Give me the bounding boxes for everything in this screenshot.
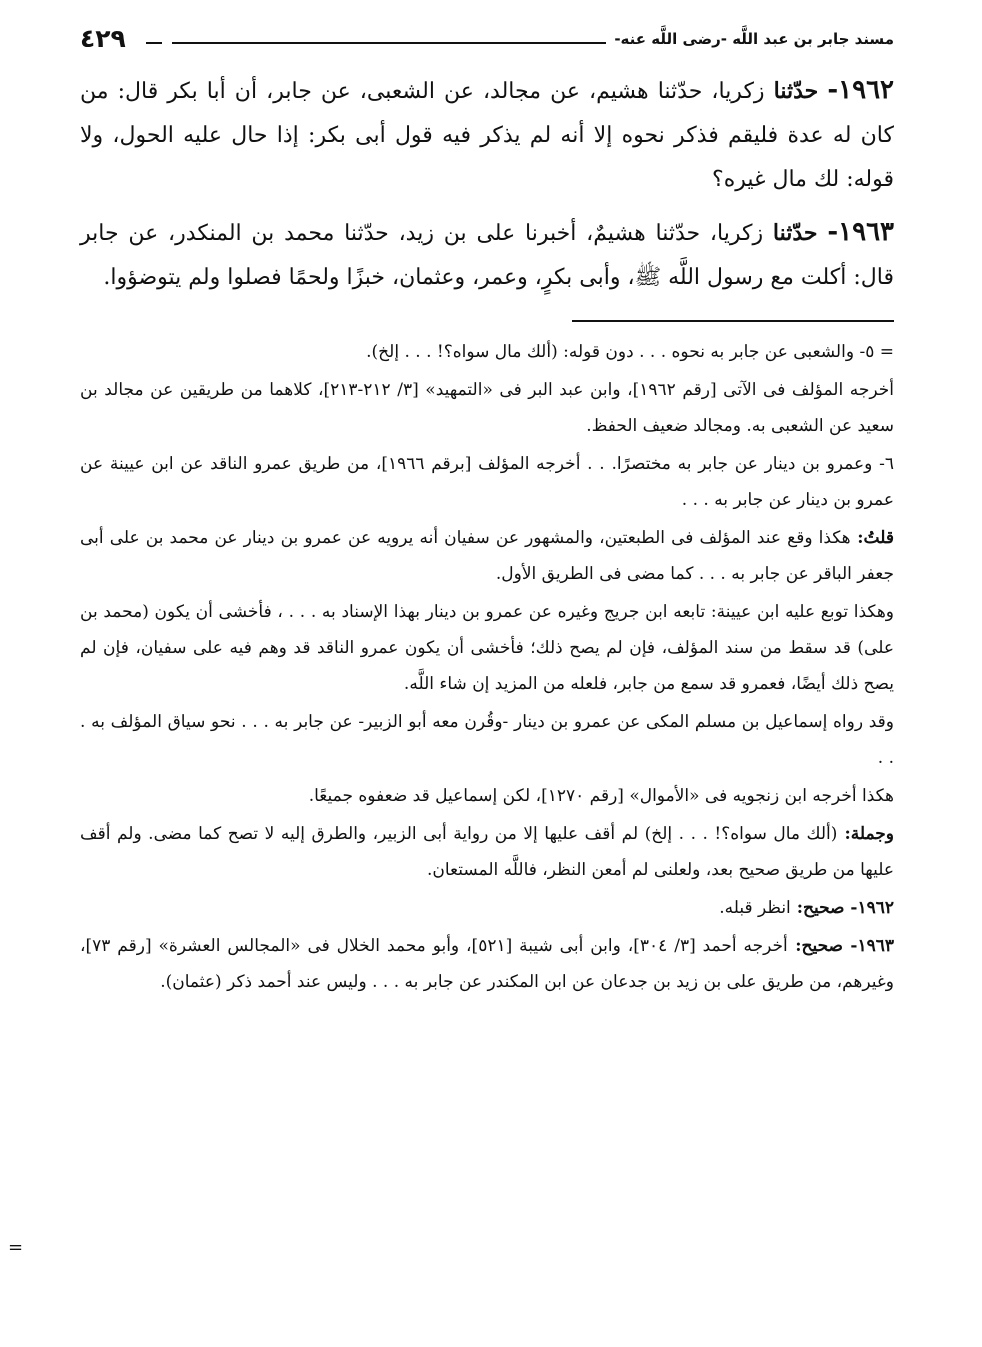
page — [80, 24, 894, 1002]
hadith-number: ١٩٦٣- — [827, 217, 895, 247]
footnote-text: هكذا وقع عند المؤلف فى الطبعتين، والمشهور عن سفيان أنه يرويه عن عمرو بن دينار عن محمد بن على أبى جعفر الباقر عن جابر به . . . كما مضى فى الطريق الأول. — [80, 528, 894, 584]
footnote-text: أخرجه المؤلف فى الآتى [رقم ١٩٦٢]، وابن عبد البر فى «التمهيد» [٣/ ٢١٢-٢١٣]، كلاهما من طريقين عن مجالد بن سعيد عن الشعبى به. ومجالد ضعيف الحفظ. — [80, 380, 894, 436]
hadith-1962 — [80, 68, 894, 202]
footnote-text: وعمرو بن دينار عن جابر به مختصرًا. . . أخرجه المؤلف [برقم ١٩٦٦]، من طريق عمرو الناقد عن ابن عيينة عن عمرو بن دينار عن جابر به . . . — [80, 454, 894, 510]
continuation-mark: = — [8, 1237, 24, 1258]
page-number: ٤٢٩ — [80, 24, 126, 53]
footnotes — [80, 334, 894, 1000]
hadith-number: ١٩٦٢- — [827, 75, 894, 105]
footnote-prefix: وجملة: — [837, 824, 895, 844]
footnote-text: (ألك مال سواه؟! . . . إلخ) لم أقف عليها إلا من رواية أبى الزبير، والطرق إليه لا تصح كما مضى. ولم أقف عليها من طريق صحيح بعد، ولعلنى لم أمعن النظر، فاللَّه المستعان. — [80, 824, 894, 880]
hadith-lead: حدّثنا — [773, 78, 819, 104]
footnote-prefix: ١٩٦٢- صحيح: — [790, 898, 894, 918]
footnote-text: انظر قبله. — [719, 898, 791, 918]
footnote-item — [80, 446, 894, 518]
footnote-prefix: = ٥- — [854, 342, 894, 362]
footnote-item — [80, 928, 894, 1000]
footnote-item — [80, 334, 894, 370]
footnote-item — [80, 816, 894, 888]
footnote-text: هكذا أخرجه ابن زنجويه فى «الأموال» [رقم ١٢٧٠]، لكن إسماعيل قد ضعفوه جميعًا. — [308, 786, 894, 806]
header-dash — [146, 42, 162, 44]
footnote-item — [80, 520, 894, 592]
footnote-item — [80, 890, 894, 926]
footnote-separator — [80, 308, 894, 334]
footnote-item — [80, 778, 894, 814]
footnote-item — [80, 372, 894, 444]
footnote-item — [80, 704, 894, 776]
footnote-text: أخرجه أحمد [٣/ ٣٠٤]، وابن أبى شيبة [٥٢١]، وأبو محمد الخلال فى «المجالس العشرة» [رقم ٧٣]، وغيرهم، من طريق على بن زيد بن جدعان عن ابن المكندر عن جابر به . . . وليس عند أحمد ذكر (عثمان). — [80, 936, 894, 992]
hadith-1963 — [80, 210, 894, 300]
footnote-text: وقد رواه إسماعيل بن مسلم المكى عن عمرو بن دينار -وقُرن معه أبو الزبير- عن جابر به . . . نحو سياق المؤلف به . . . — [80, 712, 894, 768]
footnote-prefix: ٦- — [872, 454, 894, 474]
hadith-text: زكريا، حدّثنا هشيم، عن مجالد، عن الشعبى، عن جابر، أن أبا بكر قال: من كان له عدة فليقم فذكر نحوه إلا أنه لم يذكر فيه قول أبى بكر: إذا حال عليه الحول، ولا قوله: لك مال غيره؟ — [80, 79, 894, 192]
footnote-prefix: ١٩٦٣- صحيح: — [787, 936, 895, 956]
hadith-text: زكريا، حدّثنا هشيمٌ، أخبرنا على بن زيد، حدّثنا محمد بن المنكدر، عن جابر قال: أكلت مع رسول اللَّه ﷺ، وأبى بكرٍ، وعمر، وعثمان، خبزًا ولحمًا فصلوا ولم يتوضؤوا. — [80, 221, 894, 290]
footnote-text: وهكذا توبع عليه ابن عيينة: تابعه ابن جريج وغيره عن عمرو بن دينار بهذا الإسناد به . . . ، فأخشى أن يكون (محمد بن على) قد سقط من سند المؤلف، فإن لم يصح ذلك؛ فأخشى أن يكون عمرو الناقد قد وهم فيه على سفيان، فإن لم يصح ذلك أيضًا، فعمرو قد سمع من جابر، فلعله من المزيد إن شاء اللَّه. — [80, 602, 894, 694]
footnote-prefix: قلتُ: — [850, 528, 894, 548]
footnote-item — [80, 594, 894, 702]
footnote-text: والشعبى عن جابر به نحوه . . . دون قوله: (ألك مال سواه؟! . . . إلخ). — [366, 342, 855, 362]
separator-line — [572, 320, 894, 322]
running-header — [80, 24, 894, 68]
header-title: مسند جابر بن عبد اللَّه -رضى اللَّه عنه- — [606, 30, 894, 48]
hadith-lead: حدّثنا — [772, 220, 818, 246]
